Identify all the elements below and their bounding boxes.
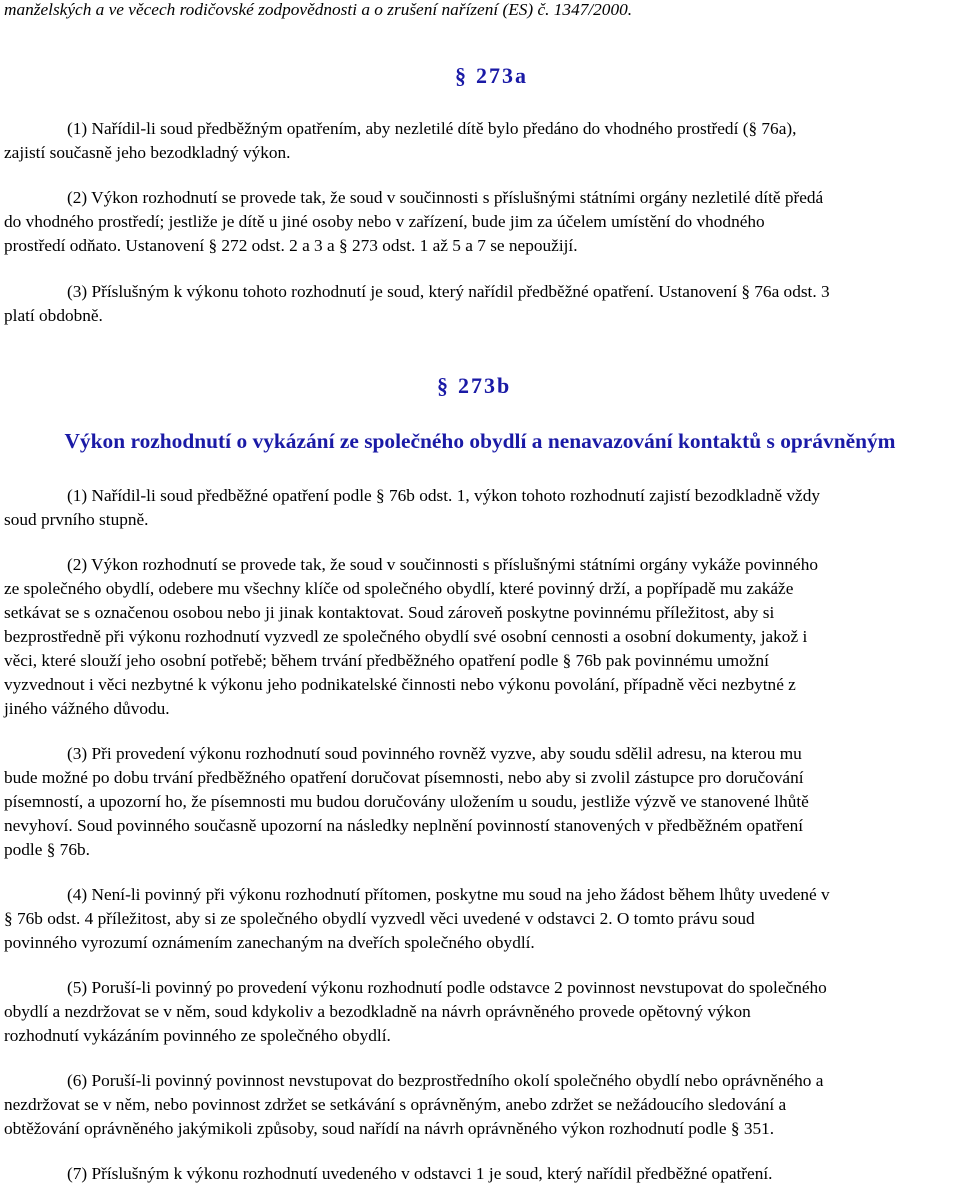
s273a-p3-line2: platí obdobně. [4,306,103,325]
s273b-p5-line1: (5) Poruší-li povinný po provedení výkonu rozhodnutí podle odstavce 2 povinnost nevstupovat do společného [67,978,827,997]
s273b-p6-line1: (6) Poruší-li povinný povinnost nevstupovat do bezprostředního okolí společného obydlí nebo oprávněného a [67,1071,824,1090]
s273b-p3-line5: podle § 76b. [4,840,90,859]
s273a-p3-line1: (3) Příslušným k výkonu tohoto rozhodnutí je soud, který nařídil předběžné opatření. Ustanovení § 76a odst. 3 [67,282,830,301]
s273b-p5-line3: rozhodnutí vykázáním povinného ze společného obydlí. [4,1026,391,1045]
s273b-p4-line3: povinného vyrozumí oznámením zanechaným na dveřích společného obydlí. [4,933,535,952]
s273b-p2-line2: ze společného obydlí, odebere mu všechny klíče od společného obydlí, které povinný drží, a popřípadě mu zakáže [4,579,794,598]
s273b-p3-line3: písemností, a upozorní ho, že písemnosti mu budou doručovány uložením u soudu, jestliže výzvě ve stanovené lhůtě [4,792,809,811]
s273b-p3-line1: (3) Při provedení výkonu rozhodnutí soud povinného rovněž vyzve, aby soudu sdělil adresu, na kterou mu [67,744,802,763]
section-273b-title [437,374,511,398]
s273b-p2-line5: věci, které slouží jeho osobní potřebě; během trvání předběžného opatření podle § 76b pak povinnému umožní [4,651,769,670]
section-number: 273a [476,63,528,88]
section-symbol: § [437,373,450,398]
s273b-p4-line2: § 76b odst. 4 příležitost, aby si ze společného obydlí vyzvedl věci uvedené v odstavci 2. O tomto právu soud [4,909,755,928]
s273a-p1-line1: (1) Nařídil-li soud předběžným opatřením, aby nezletilé dítě bylo předáno do vhodného prostředí (§ 76a), [67,119,797,138]
s273b-p2-line6: vyzvednout i věci nezbytné k výkonu jeho podnikatelské činnosti nebo výkonu povolání, případně věci nezbytné z [4,675,796,694]
s273b-p1-line1: (1) Nařídil-li soud předběžné opatření podle § 76b odst. 1, výkon tohoto rozhodnutí zajistí bezodkladně vždy [67,486,821,505]
s273b-p1-line2: soud prvního stupně. [4,510,149,529]
s273b-p6-line2: nezdržovat se v něm, nebo povinnost zdržet se setkávání s oprávněným, anebo zdržet se nežádoucího sledování a [4,1095,787,1114]
s273b-p2-line4: bezprostředně při výkonu rozhodnutí vyzvedl ze společného obydlí své osobní cennosti a osobní dokumenty, jakož i [4,627,808,646]
continuation-line: manželských a ve věcech rodičovské zodpovědnosti a o zrušení nařízení (ES) č. 1347/2000. [4,0,633,19]
s273a-p2-line3: prostředí odňato. Ustanovení § 272 odst. 2 a 3 a § 273 odst. 1 až 5 a 7 se nepoužijí. [4,236,578,255]
s273b-p2-line3: setkávat se s označenou osobou nebo ji jinak kontaktovat. Soud zároveň poskytne povinnému příležitost, aby si [4,603,775,622]
s273b-p3-line2: bude možné po dobu trvání předběžného opatření doručovat písemnosti, nebo aby si zvolil zástupce pro doručování [4,768,804,787]
s273a-p2-line1: (2) Výkon rozhodnutí se provede tak, že soud v součinnosti s příslušnými státními orgány nezletilé dítě předá [67,188,824,207]
s273a-p1-line2: zajistí současně jeho bezodkladný výkon. [4,143,291,162]
section-number: 273b [458,373,512,398]
s273b-p7-line1: (7) Příslušným k výkonu rozhodnutí uvedeného v odstavci 1 je soud, který nařídil předběžné opatření. [67,1164,773,1183]
section-273a-title [455,64,528,88]
section-273b-heading: Výkon rozhodnutí o vykázání ze společného obydlí a nenavazování kontaktů s oprávněným [64,429,896,453]
s273b-p2-line1: (2) Výkon rozhodnutí se provede tak, že soud v součinnosti s příslušnými státními orgány vykáže povinného [67,555,818,574]
s273a-p2-line2: do vhodného prostředí; jestliže je dítě u jiné osoby nebo v zařízení, bude jim za účelem umístění do vhodného [4,212,765,231]
s273b-p2-line7: jiného vážného důvodu. [4,699,170,718]
s273b-p4-line1: (4) Není-li povinný při výkonu rozhodnutí přítomen, poskytne mu soud na jeho žádost během lhůty uvedené v [67,885,830,904]
section-symbol: § [455,63,468,88]
s273b-p3-line4: nevyhoví. Soud povinného současně upozorní na následky neplnění povinností stanovených v předběžném opatření [4,816,804,835]
s273b-p6-line3: obtěžování oprávněného jakýmikoli způsoby, soud nařídí na návrh oprávněného výkon rozhodnutí podle § 351. [4,1119,775,1138]
s273b-p5-line2: obydlí a nezdržovat se v něm, soud kdykoliv a bezodkladně na návrh oprávněného provede opětovný výkon [4,1002,751,1021]
